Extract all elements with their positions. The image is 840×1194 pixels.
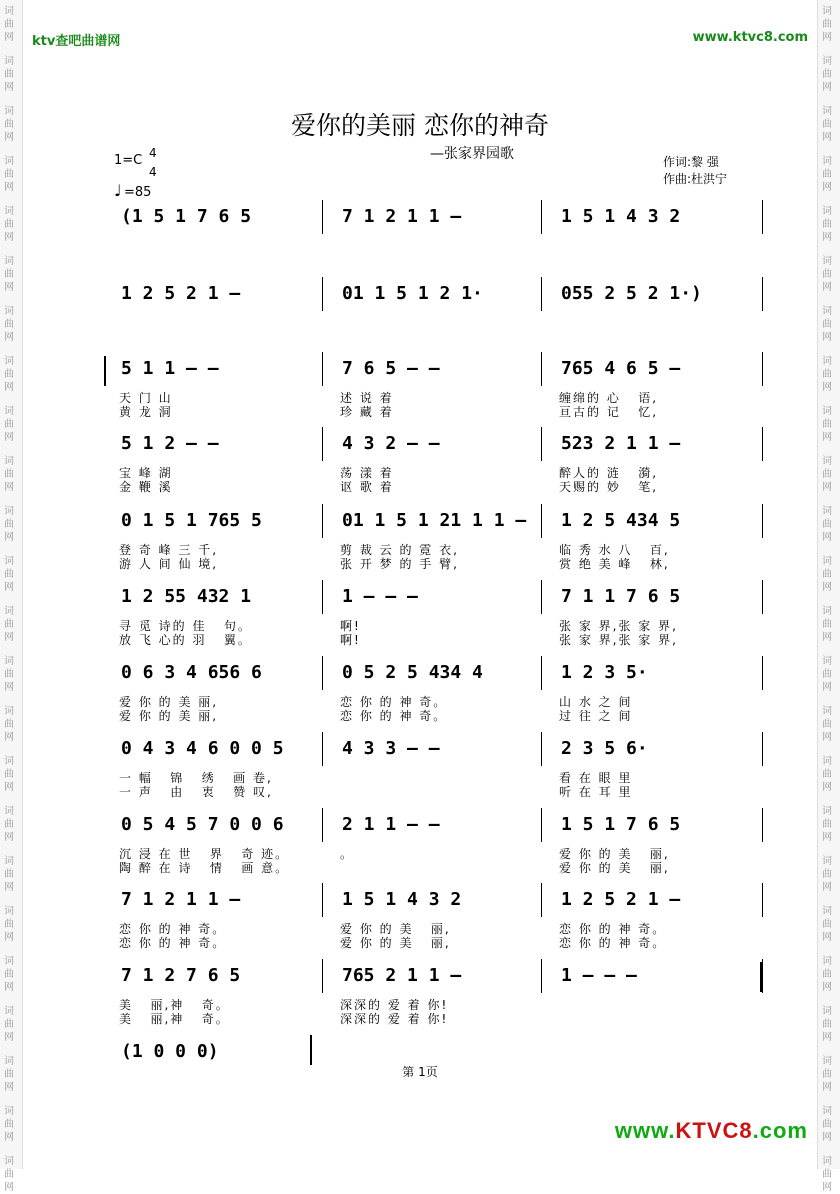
measure-notes: 4 3 2 – –: [342, 433, 440, 454]
measure-notes: 765 2 1 1 –: [342, 965, 462, 986]
watermark-char: 词: [822, 356, 832, 367]
lyric-line: 临 秀 水 八 百,: [559, 543, 670, 557]
watermark-char: 网: [822, 482, 832, 493]
watermark-char: 词: [822, 1006, 832, 1017]
lyric-line: 张 开 梦 的 手 臂,: [340, 557, 459, 571]
watermark-char: 曲: [4, 1019, 14, 1030]
watermark-char: 曲: [822, 369, 832, 380]
watermark-char: 曲: [4, 119, 14, 130]
measure-notes: 1 2 5 2 1 –: [561, 889, 681, 910]
bar-line: [762, 580, 763, 614]
song-subtitle: —张家界园歌: [430, 146, 514, 162]
watermark-char: 网: [4, 632, 14, 643]
lyric-line: 恋 你 的 神 奇。: [340, 709, 448, 723]
lyric-line: 剪 裁 云 的 霓 衣,: [340, 543, 459, 557]
measure-notes: 1 2 55 432 1: [121, 586, 252, 607]
watermark-char: 曲: [822, 1069, 832, 1080]
watermark-char: 网: [4, 532, 14, 543]
bar-line: [310, 1035, 312, 1065]
watermark-char: 曲: [4, 319, 14, 330]
lyric-line: 爱 你 的 美 丽,: [340, 936, 451, 950]
bar-line: [541, 732, 542, 766]
lyric-line: 恋 你 的 神 奇。: [119, 922, 227, 936]
watermark-char: 词: [4, 306, 14, 317]
watermark-char: 网: [822, 132, 832, 143]
watermark-char: 网: [4, 382, 14, 393]
watermark-char: 词: [4, 606, 14, 617]
watermark-char: 词: [4, 6, 14, 17]
tempo-marking: [114, 181, 151, 200]
measure-notes: 7 1 1 7 6 5: [561, 586, 681, 607]
watermark-char: 网: [4, 82, 14, 93]
watermark-char: 网: [822, 682, 832, 693]
watermark-char: 网: [4, 482, 14, 493]
watermark-char: 词: [4, 256, 14, 267]
watermark-char: 网: [4, 682, 14, 693]
bar-line: [541, 427, 542, 461]
watermark-char: 网: [4, 932, 14, 943]
watermark-char: 曲: [822, 1169, 832, 1180]
bar-line: [762, 959, 763, 993]
lyric-line: 过 往 之 间: [559, 709, 633, 723]
watermark-char: 曲: [822, 169, 832, 180]
footer-logo-prefix: www.: [614, 1118, 676, 1143]
time-signature-bottom: 4: [149, 165, 157, 179]
watermark-char: 词: [822, 206, 832, 217]
watermark-char: 词: [4, 406, 14, 417]
watermark-char: 词: [822, 506, 832, 517]
measure-notes: 1 2 5 2 1 –: [121, 283, 241, 304]
right-watermark-strip: [817, 0, 840, 1193]
lyric-line: 听 在 耳 里: [559, 785, 633, 799]
watermark-char: 词: [822, 406, 832, 417]
measure-notes: 5 1 2 – –: [121, 433, 219, 454]
measure-notes: 2 1 1 – –: [342, 814, 440, 835]
measure-notes: 0 5 4 5 7 0 0 6: [121, 814, 284, 835]
lyric-line: 天 门 山: [119, 391, 173, 405]
watermark-char: 网: [822, 282, 832, 293]
lyric-line: 爱 你 的 美 丽,: [559, 861, 670, 875]
watermark-char: 曲: [822, 269, 832, 280]
watermark-char: 曲: [822, 319, 832, 330]
measure-notes: 1 5 1 4 3 2: [561, 206, 681, 227]
watermark-char: 曲: [822, 469, 832, 480]
watermark-char: 词: [4, 706, 14, 717]
bar-line: [541, 504, 542, 538]
watermark-char: 网: [822, 1132, 832, 1143]
lyric-line: 恋 你 的 神 奇。: [559, 936, 667, 950]
watermark-char: 词: [4, 206, 14, 217]
measure-notes: 1 5 1 4 3 2: [342, 889, 462, 910]
measure-notes: (1 5 1 7 6 5: [121, 206, 252, 227]
watermark-char: 曲: [4, 619, 14, 630]
watermark-char: 词: [4, 756, 14, 767]
watermark-char: 词: [822, 856, 832, 867]
watermark-char: 曲: [822, 69, 832, 80]
quarter-note-icon: ♩: [114, 181, 122, 200]
watermark-char: 网: [822, 382, 832, 393]
watermark-char: 网: [822, 182, 832, 193]
measure-notes: (1 0 0 0): [121, 1041, 219, 1062]
bar-line: [762, 504, 763, 538]
watermark-char: 曲: [822, 819, 832, 830]
watermark-char: 曲: [4, 369, 14, 380]
lyricist-credit: 作词:黎 强: [663, 155, 719, 169]
bar-line: [762, 656, 763, 690]
measure-notes: 055 2 5 2 1·): [561, 283, 702, 304]
watermark-char: 曲: [4, 969, 14, 980]
watermark-char: 网: [822, 532, 832, 543]
watermark-char: 曲: [4, 869, 14, 880]
bar-line: [322, 352, 323, 386]
watermark-char: 词: [4, 1006, 14, 1017]
measure-notes: 7 1 2 1 1 –: [121, 889, 241, 910]
bar-line: [322, 732, 323, 766]
watermark-char: 网: [822, 882, 832, 893]
lyric-line: 登 奇 峰 三 千,: [119, 543, 219, 557]
watermark-char: 词: [4, 56, 14, 67]
lyric-line: 寻 觅 诗的 佳 句。: [119, 619, 252, 633]
lyric-line: 一 幅 锦 绣 画 卷,: [119, 771, 273, 785]
watermark-char: 词: [822, 306, 832, 317]
watermark-char: 网: [4, 1132, 14, 1143]
watermark-char: 词: [4, 156, 14, 167]
lyric-line: 爱 你 的 美 丽,: [340, 922, 451, 936]
lyric-line: 恋 你 的 神 奇。: [559, 922, 667, 936]
measure-notes: 5 1 1 – –: [121, 358, 219, 379]
tempo-value: =85: [124, 185, 152, 200]
watermark-char: 词: [4, 1056, 14, 1067]
site-url-header[interactable]: www.ktvc8.com: [692, 30, 808, 45]
watermark-char: 曲: [822, 769, 832, 780]
watermark-char: 网: [4, 832, 14, 843]
watermark-char: 网: [822, 332, 832, 343]
watermark-char: 网: [4, 982, 14, 993]
watermark-char: 曲: [4, 169, 14, 180]
lyric-line: 缠绵的 心 语,: [559, 391, 659, 405]
bar-line: [541, 352, 542, 386]
lyric-line: 珍 藏 着: [340, 405, 394, 419]
measure-notes: 0 1 5 1 765 5: [121, 510, 262, 531]
bar-line: [322, 883, 323, 917]
watermark-char: 词: [822, 1106, 832, 1117]
bar-line: [762, 200, 763, 234]
watermark-char: 词: [4, 556, 14, 567]
lyric-line: 陶 醉 在 诗 情 画 意。: [119, 861, 290, 875]
watermark-char: 网: [4, 582, 14, 593]
watermark-char: 曲: [4, 469, 14, 480]
bar-line: [762, 808, 763, 842]
watermark-char: 网: [4, 1032, 14, 1043]
left-watermark-strip: [0, 0, 23, 1193]
watermark-char: 词: [4, 1106, 14, 1117]
lyric-line: 放 飞 心的 羽 翼。: [119, 633, 252, 647]
bar-line: [762, 352, 763, 386]
repeat-sign: [760, 962, 762, 992]
lyric-line: 啊!: [340, 619, 361, 633]
measure-notes: 1 2 5 434 5: [561, 510, 681, 531]
watermark-char: 网: [4, 282, 14, 293]
lyric-line: 美 丽,神 奇。: [119, 1012, 230, 1026]
watermark-char: 网: [822, 32, 832, 43]
lyric-line: 游 人 间 仙 境,: [119, 557, 219, 571]
watermark-char: 网: [822, 732, 832, 743]
bar-line: [762, 732, 763, 766]
watermark-char: 曲: [822, 519, 832, 530]
bar-line: [322, 200, 323, 234]
measure-notes: 0 4 3 4 6 0 0 5: [121, 738, 284, 759]
bar-line: [541, 656, 542, 690]
watermark-char: 词: [822, 906, 832, 917]
watermark-char: 网: [822, 1082, 832, 1093]
lyric-line: 爱 你 的 美 丽,: [119, 709, 219, 723]
watermark-char: 网: [4, 332, 14, 343]
lyric-line: 沉 浸 在 世 界 奇 迹。: [119, 847, 290, 861]
bar-line: [322, 580, 323, 614]
watermark-char: 曲: [822, 719, 832, 730]
watermark-char: 词: [822, 156, 832, 167]
measure-notes: 1 – – –: [561, 965, 637, 986]
watermark-char: 曲: [822, 919, 832, 930]
measure-notes: 7 1 2 7 6 5: [121, 965, 241, 986]
watermark-char: 曲: [4, 1069, 14, 1080]
bar-line: [322, 808, 323, 842]
bar-line: [322, 277, 323, 311]
watermark-char: 网: [4, 232, 14, 243]
lyric-line: 美 丽,神 奇。: [119, 998, 230, 1012]
watermark-char: 词: [822, 456, 832, 467]
watermark-char: 网: [822, 632, 832, 643]
footer-logo-suffix: .com: [752, 1118, 808, 1143]
watermark-char: 网: [822, 832, 832, 843]
watermark-char: 词: [822, 106, 832, 117]
lyric-line: 。: [340, 847, 355, 861]
watermark-char: 词: [4, 356, 14, 367]
lyric-line: 金 鞭 溪: [119, 480, 173, 494]
watermark-char: 网: [822, 232, 832, 243]
watermark-char: 词: [822, 56, 832, 67]
lyric-line: 啊!: [340, 633, 361, 647]
watermark-char: 网: [4, 432, 14, 443]
watermark-char: 曲: [4, 719, 14, 730]
watermark-char: 词: [822, 556, 832, 567]
lyric-line: 看 在 眼 里: [559, 771, 633, 785]
lyric-line: 宝 峰 湖: [119, 466, 173, 480]
bar-line: [322, 427, 323, 461]
bar-line: [541, 277, 542, 311]
lyric-line: 讴 歌 着: [340, 480, 394, 494]
watermark-char: 曲: [4, 19, 14, 30]
lyric-line: 亘古的 记 忆,: [559, 405, 659, 419]
watermark-char: 词: [4, 656, 14, 667]
watermark-char: 网: [822, 432, 832, 443]
watermark-char: 曲: [822, 419, 832, 430]
watermark-char: 词: [822, 1056, 832, 1067]
watermark-char: 曲: [4, 419, 14, 430]
measure-notes: 1 2 3 5·: [561, 662, 648, 683]
lyric-line: 一 声 由 衷 赞 叹,: [119, 785, 273, 799]
watermark-char: 词: [4, 956, 14, 967]
watermark-char: 网: [4, 1182, 14, 1193]
watermark-char: 曲: [822, 1019, 832, 1030]
bar-line: [762, 427, 763, 461]
measure-notes: 4 3 3 – –: [342, 738, 440, 759]
watermark-char: 网: [4, 32, 14, 43]
page-number: 第 1页: [402, 1065, 438, 1079]
watermark-char: 曲: [4, 669, 14, 680]
bar-line: [322, 959, 323, 993]
key-signature: 1=C: [114, 153, 143, 168]
bar-line: [541, 580, 542, 614]
repeat-sign: [104, 356, 106, 386]
watermark-char: 曲: [822, 219, 832, 230]
lyric-line: 恋 你 的 神 奇。: [119, 936, 227, 950]
bar-line: [322, 504, 323, 538]
lyric-line: 荡 漾 着: [340, 466, 394, 480]
bar-line: [541, 959, 542, 993]
lyric-line: 爱 你 的 美 丽,: [119, 695, 219, 709]
watermark-char: 网: [822, 782, 832, 793]
measure-notes: 7 1 2 1 1 –: [342, 206, 462, 227]
watermark-char: 词: [4, 906, 14, 917]
watermark-char: 网: [822, 582, 832, 593]
watermark-char: 曲: [4, 1119, 14, 1130]
footer-logo[interactable]: [615, 1118, 808, 1144]
watermark-char: 词: [4, 806, 14, 817]
site-name-header[interactable]: ktv查吧曲谱网: [32, 34, 121, 49]
measure-notes: 2 3 5 6·: [561, 738, 648, 759]
watermark-char: 曲: [822, 569, 832, 580]
watermark-char: 网: [4, 732, 14, 743]
measure-notes: 01 1 5 1 21 1 1 –: [342, 510, 527, 531]
watermark-char: 词: [822, 1156, 832, 1167]
lyric-line: 山 水 之 间: [559, 695, 633, 709]
watermark-char: 词: [822, 256, 832, 267]
watermark-char: 曲: [4, 69, 14, 80]
bar-line: [762, 883, 763, 917]
watermark-char: 网: [822, 982, 832, 993]
watermark-char: 词: [822, 6, 832, 17]
watermark-char: 网: [4, 132, 14, 143]
watermark-char: 词: [822, 756, 832, 767]
watermark-char: 网: [822, 82, 832, 93]
watermark-char: 曲: [822, 1119, 832, 1130]
lyric-line: 述 说 着: [340, 391, 394, 405]
watermark-char: 曲: [4, 569, 14, 580]
watermark-char: 网: [822, 1182, 832, 1193]
watermark-char: 曲: [4, 1169, 14, 1180]
measure-notes: 0 5 2 5 434 4: [342, 662, 483, 683]
watermark-char: 曲: [4, 269, 14, 280]
measure-notes: 01 1 5 1 2 1·: [342, 283, 483, 304]
watermark-char: 曲: [822, 619, 832, 630]
measure-notes: 1 5 1 7 6 5: [561, 814, 681, 835]
watermark-char: 网: [4, 182, 14, 193]
measure-notes: 1 – – –: [342, 586, 418, 607]
watermark-char: 词: [822, 806, 832, 817]
measure-notes: 0 6 3 4 656 6: [121, 662, 262, 683]
composer-credit: 作曲:杜洪宁: [663, 172, 728, 186]
watermark-char: 词: [822, 956, 832, 967]
watermark-char: 曲: [4, 769, 14, 780]
lyric-line: 张 家 界,张 家 界,: [559, 619, 678, 633]
lyric-line: 恋 你 的 神 奇。: [340, 695, 448, 709]
watermark-char: 曲: [4, 519, 14, 530]
bar-line: [541, 883, 542, 917]
bar-line: [541, 200, 542, 234]
lyric-line: 爱 你 的 美 丽,: [559, 847, 670, 861]
watermark-char: 曲: [822, 669, 832, 680]
lyric-line: 深深的 爱 着 你!: [340, 1012, 449, 1026]
watermark-char: 词: [822, 656, 832, 667]
watermark-char: 词: [822, 706, 832, 717]
lyric-line: 醉人的 涟 漪,: [559, 466, 659, 480]
watermark-char: 词: [4, 456, 14, 467]
watermark-char: 网: [822, 932, 832, 943]
watermark-char: 曲: [4, 219, 14, 230]
time-signature-top: 4: [149, 146, 157, 160]
watermark-char: 曲: [4, 819, 14, 830]
watermark-char: 网: [4, 782, 14, 793]
watermark-char: 词: [4, 856, 14, 867]
watermark-char: 词: [4, 106, 14, 117]
song-title: 爱你的美丽 恋你的神奇: [291, 111, 549, 140]
watermark-char: 曲: [822, 969, 832, 980]
bar-line: [541, 808, 542, 842]
watermark-char: 曲: [822, 119, 832, 130]
lyric-line: 赏 绝 美 峰 林,: [559, 557, 670, 571]
watermark-char: 词: [4, 506, 14, 517]
watermark-char: 曲: [4, 919, 14, 930]
watermark-char: 网: [4, 1082, 14, 1093]
watermark-char: 网: [4, 882, 14, 893]
lyric-line: 黄 龙 洞: [119, 405, 173, 419]
bar-line: [762, 277, 763, 311]
lyric-line: 天赐的 妙 笔,: [559, 480, 659, 494]
watermark-char: 网: [822, 1032, 832, 1043]
measure-notes: 765 4 6 5 –: [561, 358, 681, 379]
lyric-line: 张 家 界,张 家 界,: [559, 633, 678, 647]
watermark-char: 曲: [822, 869, 832, 880]
footer-logo-brand: KTVC8: [675, 1118, 753, 1143]
measure-notes: 7 6 5 – –: [342, 358, 440, 379]
bar-line: [322, 656, 323, 690]
watermark-char: 曲: [822, 19, 832, 30]
watermark-char: 词: [822, 606, 832, 617]
measure-notes: 523 2 1 1 –: [561, 433, 681, 454]
lyric-line: 深深的 爱 着 你!: [340, 998, 449, 1012]
watermark-char: 词: [4, 1156, 14, 1167]
